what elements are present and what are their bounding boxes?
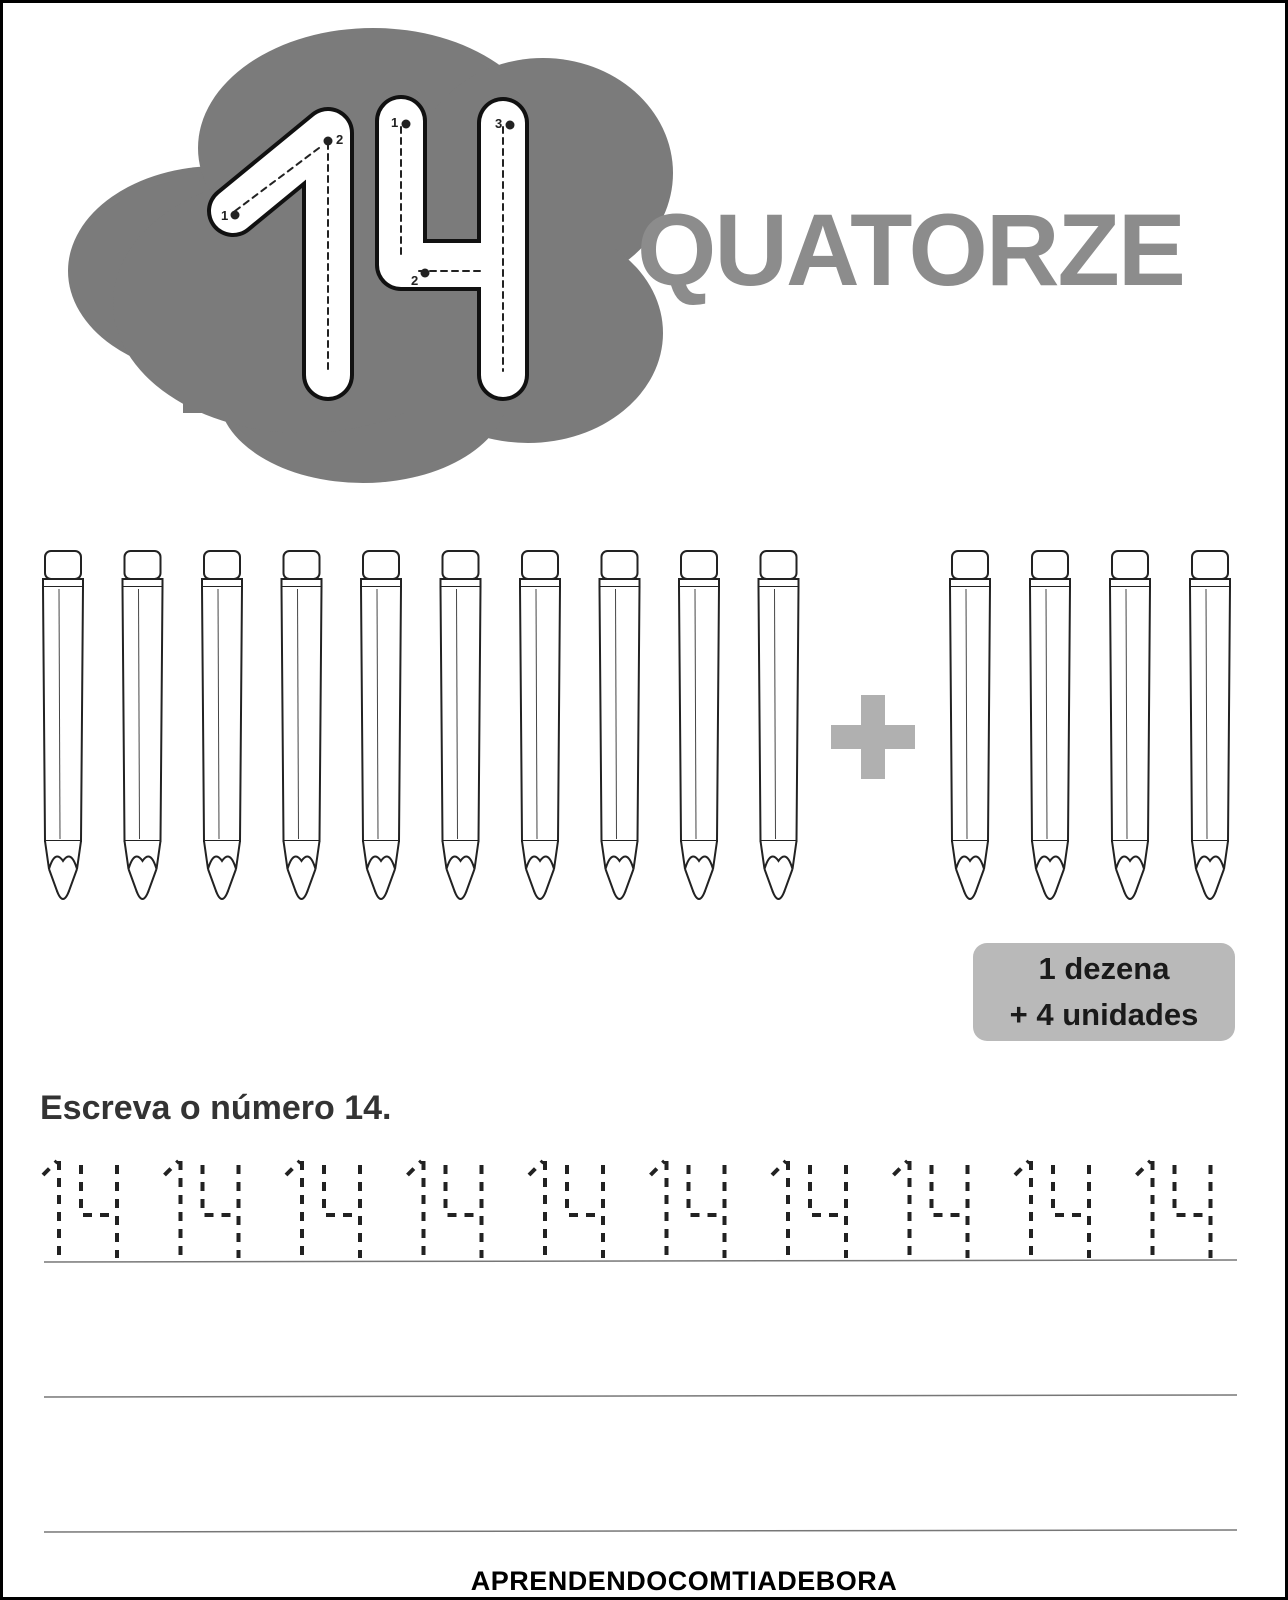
tens-label: 1 dezena	[1038, 951, 1170, 986]
traceable-number[interactable]	[529, 1161, 603, 1258]
number-word-title: QUATORZE	[637, 193, 1184, 307]
traceable-number[interactable]	[408, 1161, 482, 1258]
traceable-number[interactable]	[1015, 1161, 1089, 1258]
traceable-number[interactable]	[772, 1161, 846, 1258]
writing-line[interactable]	[44, 1395, 1237, 1397]
traceable-number[interactable]	[43, 1161, 117, 1258]
stroke-label: 1	[391, 115, 399, 130]
writing-lines	[44, 1260, 1237, 1532]
traceable-number[interactable]	[894, 1161, 968, 1258]
writing-practice-area	[3, 3, 1285, 1563]
writing-line[interactable]	[44, 1530, 1237, 1532]
traceable-number[interactable]	[651, 1161, 725, 1258]
traceable-number[interactable]	[286, 1161, 360, 1258]
footer-credit: APRENDENDOCOMTIADEBORA	[470, 1566, 898, 1596]
practice-instruction: Escreva o número 14.	[40, 1089, 392, 1127]
traceable-number[interactable]	[1137, 1161, 1211, 1258]
traceable-number[interactable]	[165, 1161, 239, 1258]
stroke-label: 2	[411, 273, 419, 288]
writing-line[interactable]	[44, 1260, 1237, 1262]
stroke-label: 1	[221, 208, 229, 223]
traceable-numbers-row	[43, 1161, 1211, 1258]
units-label: + 4 unidades	[1009, 997, 1199, 1032]
stroke-label: 2	[336, 132, 344, 147]
stroke-label: 3	[495, 116, 503, 131]
